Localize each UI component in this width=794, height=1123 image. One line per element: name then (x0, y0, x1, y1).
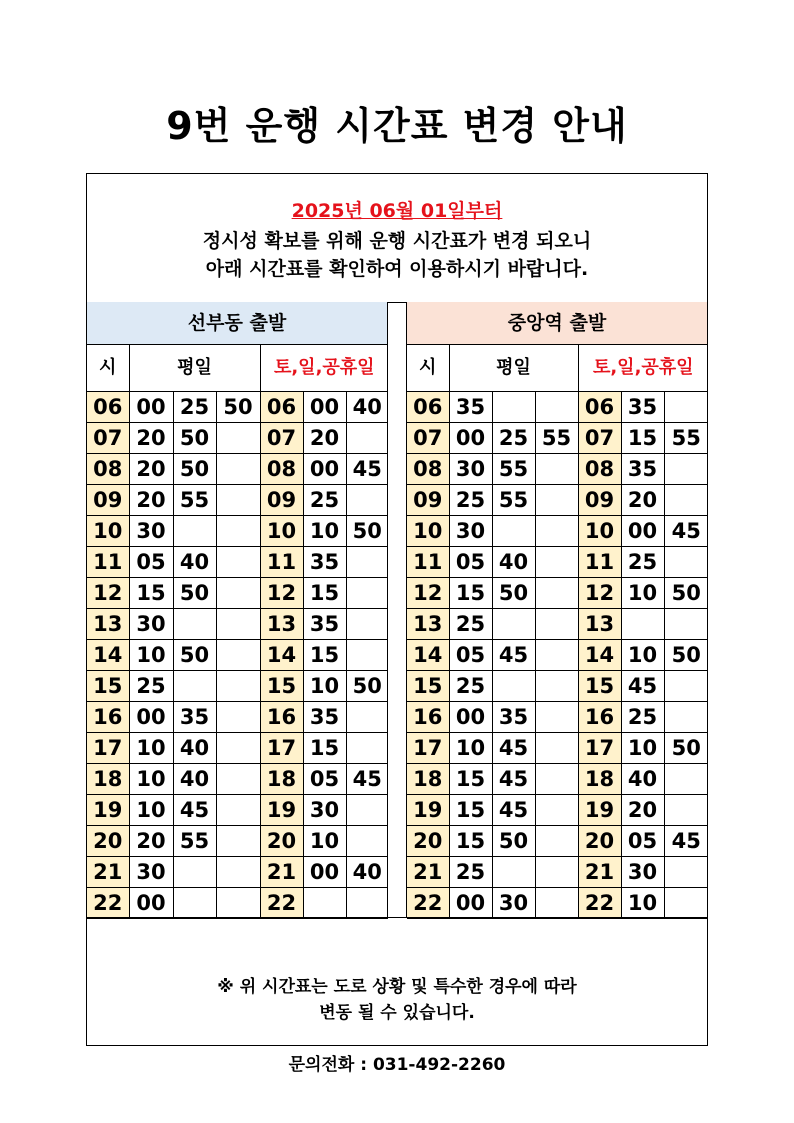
weekday-minute: 05 (449, 640, 492, 671)
weekday-minute (535, 578, 578, 609)
weekday-minute: 20 (129, 485, 173, 516)
weekday-minute (535, 733, 578, 764)
holiday-minute (346, 640, 388, 671)
weekday-minute: 20 (129, 454, 173, 485)
hour-cell: 08 (578, 454, 621, 485)
weekday-minute (535, 547, 578, 578)
weekday-minute: 00 (449, 423, 492, 454)
weekday-minute: 10 (129, 733, 173, 764)
weekday-minute (216, 547, 260, 578)
hour-cell: 16 (87, 702, 129, 733)
hour-cell: 14 (578, 640, 621, 671)
hour-cell: 17 (578, 733, 621, 764)
hour-cell: 06 (260, 392, 303, 423)
weekday-minute: 25 (449, 671, 492, 702)
notice-line-1: 정시성 확보를 위해 운행 시간표가 변경 되오니 (202, 230, 592, 252)
hour-cell: 16 (407, 702, 449, 733)
holiday-minute: 00 (303, 392, 346, 423)
table-row (87, 454, 388, 485)
weekday-minute: 00 (129, 888, 173, 919)
hour-cell: 19 (407, 795, 449, 826)
holiday-minute: 25 (303, 485, 346, 516)
hour-cell: 12 (407, 578, 449, 609)
weekday-minute (173, 671, 216, 702)
holiday-minute: 15 (303, 640, 346, 671)
hour-cell: 19 (578, 795, 621, 826)
weekday-minute: 45 (173, 795, 216, 826)
holiday-minute: 15 (621, 423, 664, 454)
table-row (87, 609, 388, 640)
weekday-minute: 35 (173, 702, 216, 733)
effective-date: 2025년 06월 01일부터 (291, 200, 503, 222)
holiday-minute (346, 423, 388, 454)
weekday-minute: 15 (449, 826, 492, 857)
board-seonbu (87, 302, 388, 917)
weekday-minute: 40 (173, 764, 216, 795)
weekday-minute: 40 (173, 547, 216, 578)
weekday-minute: 45 (492, 640, 535, 671)
weekday-minute (535, 826, 578, 857)
hour-cell: 18 (87, 764, 129, 795)
table-row (407, 454, 708, 485)
holiday-minute: 45 (346, 454, 388, 485)
weekday-minute: 40 (173, 733, 216, 764)
weekday-minute: 35 (449, 392, 492, 423)
table-row (407, 857, 708, 888)
table-row (407, 702, 708, 733)
weekday-minute: 15 (449, 795, 492, 826)
weekday-minute (535, 671, 578, 702)
footer-note-2: 변동 될 수 있습니다. (319, 1003, 475, 1023)
holiday-minute: 10 (303, 826, 346, 857)
hour-cell: 06 (407, 392, 449, 423)
weekday-minute: 25 (449, 609, 492, 640)
table-row (87, 423, 388, 454)
weekday-minute: 15 (449, 764, 492, 795)
holiday-minute: 10 (621, 888, 664, 919)
weekday-minute (216, 826, 260, 857)
table-row (407, 578, 708, 609)
hour-cell: 11 (87, 547, 129, 578)
weekday-minute: 30 (129, 609, 173, 640)
holiday-minute: 35 (303, 609, 346, 640)
holiday-minute: 50 (346, 671, 388, 702)
weekday-minute (216, 702, 260, 733)
holiday-minute (664, 888, 708, 919)
weekday-minute: 15 (129, 578, 173, 609)
hour-header: 시 (407, 345, 449, 392)
holiday-minute (664, 392, 708, 423)
weekday-minute: 50 (492, 578, 535, 609)
header-row (407, 345, 708, 392)
holiday-minute (664, 547, 708, 578)
holiday-minute: 40 (346, 857, 388, 888)
hour-cell: 17 (260, 733, 303, 764)
weekday-minute (216, 640, 260, 671)
holiday-minute: 50 (664, 640, 708, 671)
weekday-minute: 10 (129, 640, 173, 671)
hour-cell: 17 (87, 733, 129, 764)
hour-cell: 18 (260, 764, 303, 795)
holiday-minute (346, 888, 388, 919)
weekday-minute (492, 857, 535, 888)
holiday-minute (664, 485, 708, 516)
weekday-minute: 05 (129, 547, 173, 578)
holiday-minute (664, 857, 708, 888)
footer-notes (87, 917, 707, 1075)
holiday-minute: 30 (303, 795, 346, 826)
holiday-minute: 15 (303, 578, 346, 609)
weekday-minute (216, 516, 260, 547)
hour-cell: 20 (578, 826, 621, 857)
holiday-minute (346, 609, 388, 640)
holiday-minute (664, 702, 708, 733)
hour-cell: 14 (87, 640, 129, 671)
hour-cell: 06 (578, 392, 621, 423)
weekday-minute (216, 888, 260, 919)
table-row (407, 671, 708, 702)
weekday-minute (535, 795, 578, 826)
holiday-minute: 00 (303, 454, 346, 485)
weekday-minute: 10 (129, 764, 173, 795)
weekday-minute (216, 454, 260, 485)
holiday-minute: 40 (621, 764, 664, 795)
weekday-minute (173, 516, 216, 547)
timetable-seonbu (87, 345, 388, 919)
hour-cell: 18 (578, 764, 621, 795)
weekday-minute: 40 (492, 547, 535, 578)
hour-cell: 07 (578, 423, 621, 454)
weekday-minute (492, 609, 535, 640)
weekday-minute: 35 (492, 702, 535, 733)
holiday-minute: 20 (621, 795, 664, 826)
weekday-minute (216, 764, 260, 795)
weekday-minute: 45 (492, 795, 535, 826)
hour-cell: 08 (87, 454, 129, 485)
hour-cell: 06 (87, 392, 129, 423)
table-row (407, 733, 708, 764)
holiday-minute (346, 702, 388, 733)
hour-cell: 08 (260, 454, 303, 485)
footer-note-1: ※ 위 시간표는 도로 상황 및 특수한 경우에 따라 (217, 977, 577, 997)
holiday-minute: 10 (303, 671, 346, 702)
holiday-minute: 55 (664, 423, 708, 454)
weekday-minute (216, 423, 260, 454)
weekday-minute (216, 485, 260, 516)
weekday-minute: 20 (129, 423, 173, 454)
hour-cell: 14 (407, 640, 449, 671)
hour-cell: 17 (407, 733, 449, 764)
table-row (407, 423, 708, 454)
notice-line-2: 아래 시간표를 확인하여 이용하시기 바랍니다. (205, 258, 589, 280)
weekday-minute: 45 (492, 733, 535, 764)
timetable-jungang (407, 345, 708, 919)
hour-cell: 18 (407, 764, 449, 795)
holiday-minute: 05 (303, 764, 346, 795)
contact-phone: 문의전화 : 031-492-2260 (288, 1055, 506, 1075)
holiday-minute (664, 764, 708, 795)
weekday-minute: 00 (129, 392, 173, 423)
hour-cell: 10 (407, 516, 449, 547)
holiday-minute: 20 (621, 485, 664, 516)
weekday-minute (492, 671, 535, 702)
hour-cell: 22 (260, 888, 303, 919)
holiday-minute: 00 (303, 857, 346, 888)
holiday-minute: 25 (621, 547, 664, 578)
board-title: 선부동 출발 (87, 302, 387, 345)
holiday-minute (664, 454, 708, 485)
weekday-minute: 50 (173, 578, 216, 609)
weekday-minute (216, 795, 260, 826)
header-row (87, 345, 388, 392)
holiday-minute: 45 (346, 764, 388, 795)
weekday-minute: 15 (449, 578, 492, 609)
weekday-minute: 50 (216, 392, 260, 423)
table-row (87, 547, 388, 578)
table-row (407, 609, 708, 640)
weekday-minute: 45 (492, 764, 535, 795)
hour-cell: 19 (87, 795, 129, 826)
hour-cell: 10 (87, 516, 129, 547)
hour-cell: 07 (407, 423, 449, 454)
weekday-minute: 30 (492, 888, 535, 919)
weekday-minute: 50 (173, 640, 216, 671)
table-row (407, 795, 708, 826)
weekday-minute: 25 (173, 392, 216, 423)
holiday-minute (664, 671, 708, 702)
weekday-minute (173, 888, 216, 919)
holiday-minute: 00 (621, 516, 664, 547)
hour-cell: 14 (260, 640, 303, 671)
hour-cell: 10 (578, 516, 621, 547)
holiday-minute: 45 (664, 516, 708, 547)
holiday-minute: 05 (621, 826, 664, 857)
holiday-minute: 10 (621, 733, 664, 764)
weekday-minute (216, 671, 260, 702)
hour-cell: 07 (260, 423, 303, 454)
hour-cell: 13 (260, 609, 303, 640)
table-row (87, 702, 388, 733)
weekday-minute (216, 733, 260, 764)
holiday-header: 토,일,공휴일 (578, 345, 708, 392)
weekday-minute: 25 (449, 485, 492, 516)
hour-cell: 21 (260, 857, 303, 888)
weekday-minute (216, 857, 260, 888)
hour-cell: 21 (87, 857, 129, 888)
holiday-minute: 30 (621, 857, 664, 888)
weekday-minute: 30 (449, 516, 492, 547)
hour-cell: 21 (407, 857, 449, 888)
page-title: 9번 운행 시간표 변경 안내 (166, 104, 628, 148)
hour-cell: 12 (87, 578, 129, 609)
weekday-minute (173, 609, 216, 640)
holiday-minute: 50 (664, 578, 708, 609)
weekday-minute: 10 (449, 733, 492, 764)
weekday-minute (173, 857, 216, 888)
holiday-minute (346, 826, 388, 857)
table-row (87, 826, 388, 857)
table-row (407, 888, 708, 919)
table-row (87, 485, 388, 516)
weekday-minute: 50 (492, 826, 535, 857)
weekday-minute (535, 516, 578, 547)
hour-cell: 22 (578, 888, 621, 919)
weekday-minute: 25 (449, 857, 492, 888)
hour-cell: 21 (578, 857, 621, 888)
weekday-minute: 55 (173, 485, 216, 516)
holiday-minute: 10 (303, 516, 346, 547)
weekday-minute: 00 (129, 702, 173, 733)
hour-cell: 13 (87, 609, 129, 640)
holiday-minute (346, 485, 388, 516)
hour-cell: 12 (260, 578, 303, 609)
hour-cell: 11 (260, 547, 303, 578)
table-row (87, 516, 388, 547)
holiday-minute (346, 578, 388, 609)
holiday-minute (621, 609, 664, 640)
board-title: 중앙역 출발 (407, 302, 707, 345)
holiday-minute: 15 (303, 733, 346, 764)
table-row (87, 733, 388, 764)
holiday-minute: 35 (621, 392, 664, 423)
weekday-minute (535, 392, 578, 423)
holiday-minute: 45 (664, 826, 708, 857)
hour-cell: 10 (260, 516, 303, 547)
hour-cell: 11 (578, 547, 621, 578)
weekday-minute (535, 857, 578, 888)
table-row (87, 578, 388, 609)
holiday-header: 토,일,공휴일 (260, 345, 388, 392)
holiday-minute: 20 (303, 423, 346, 454)
table-row (407, 764, 708, 795)
holiday-minute: 25 (621, 702, 664, 733)
holiday-minute: 50 (346, 516, 388, 547)
hour-cell: 15 (578, 671, 621, 702)
weekday-minute (535, 640, 578, 671)
weekday-minute: 20 (129, 826, 173, 857)
weekday-minute: 55 (173, 826, 216, 857)
weekday-minute: 30 (449, 454, 492, 485)
weekday-minute: 55 (492, 485, 535, 516)
holiday-minute: 50 (664, 733, 708, 764)
holiday-minute: 35 (303, 547, 346, 578)
hour-cell: 09 (260, 485, 303, 516)
hour-cell: 09 (407, 485, 449, 516)
table-row (407, 826, 708, 857)
weekday-minute: 10 (129, 795, 173, 826)
holiday-minute (303, 888, 346, 919)
table-row (407, 392, 708, 423)
holiday-minute: 35 (621, 454, 664, 485)
weekday-minute (535, 702, 578, 733)
holiday-minute (664, 795, 708, 826)
holiday-minute (346, 733, 388, 764)
hour-cell: 22 (407, 888, 449, 919)
hour-cell: 16 (260, 702, 303, 733)
table-row (87, 640, 388, 671)
holiday-minute (346, 795, 388, 826)
hour-cell: 15 (260, 671, 303, 702)
hour-cell: 15 (87, 671, 129, 702)
holiday-minute (664, 609, 708, 640)
table-row (407, 547, 708, 578)
weekday-minute (535, 888, 578, 919)
table-row (87, 857, 388, 888)
holiday-minute: 40 (346, 392, 388, 423)
weekday-minute (535, 454, 578, 485)
weekday-minute (216, 609, 260, 640)
holiday-minute (346, 547, 388, 578)
hour-cell: 08 (407, 454, 449, 485)
weekday-minute: 55 (535, 423, 578, 454)
table-row (407, 516, 708, 547)
hour-cell: 09 (578, 485, 621, 516)
weekday-header: 평일 (449, 345, 578, 392)
weekday-minute: 00 (449, 888, 492, 919)
weekday-minute: 05 (449, 547, 492, 578)
weekday-minute (492, 392, 535, 423)
table-row (87, 671, 388, 702)
weekday-header: 평일 (129, 345, 260, 392)
holiday-minute: 45 (621, 671, 664, 702)
hour-cell: 12 (578, 578, 621, 609)
table-row (87, 392, 388, 423)
hour-cell: 11 (407, 547, 449, 578)
hour-header: 시 (87, 345, 129, 392)
hour-cell: 22 (87, 888, 129, 919)
timetable-frame (86, 173, 708, 1075)
weekday-minute: 25 (129, 671, 173, 702)
notice-box (87, 174, 707, 302)
weekday-minute: 50 (173, 423, 216, 454)
weekday-minute: 25 (492, 423, 535, 454)
weekday-minute: 55 (492, 454, 535, 485)
weekday-minute (535, 764, 578, 795)
hour-cell: 20 (407, 826, 449, 857)
hour-cell: 16 (578, 702, 621, 733)
weekday-minute (535, 609, 578, 640)
hour-cell: 19 (260, 795, 303, 826)
hour-cell: 07 (87, 423, 129, 454)
hour-cell: 13 (407, 609, 449, 640)
table-row (407, 640, 708, 671)
weekday-minute (492, 516, 535, 547)
weekday-minute (216, 578, 260, 609)
hour-cell: 20 (260, 826, 303, 857)
hour-cell: 15 (407, 671, 449, 702)
table-row (87, 795, 388, 826)
weekday-minute (535, 485, 578, 516)
table-row (87, 764, 388, 795)
weekday-minute: 30 (129, 857, 173, 888)
hour-cell: 20 (87, 826, 129, 857)
table-row (87, 888, 388, 919)
holiday-minute: 10 (621, 578, 664, 609)
table-row (407, 485, 708, 516)
hour-cell: 09 (87, 485, 129, 516)
board-jungang (406, 302, 707, 917)
weekday-minute: 50 (173, 454, 216, 485)
weekday-minute: 30 (129, 516, 173, 547)
holiday-minute: 10 (621, 640, 664, 671)
hour-cell: 13 (578, 609, 621, 640)
holiday-minute: 35 (303, 702, 346, 733)
weekday-minute: 00 (449, 702, 492, 733)
